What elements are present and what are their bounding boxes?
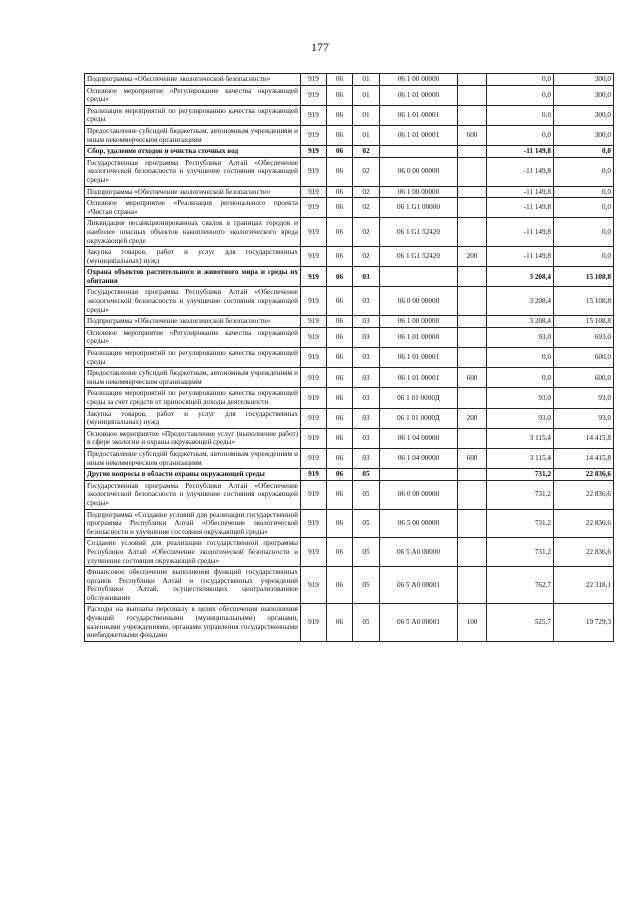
- ministry-code-cell: 919: [301, 509, 327, 538]
- amount-change-cell: 3 208,4: [487, 287, 554, 316]
- table-row: [85, 480, 614, 509]
- subsection-code-cell: 02: [353, 198, 380, 218]
- budget-table-body: [85, 74, 614, 642]
- amount-change-cell: -11 149,8: [487, 157, 554, 186]
- ministry-code-cell: 919: [301, 125, 327, 145]
- subsection-code-cell: 02: [353, 157, 380, 186]
- subsection-code-cell: 05: [353, 509, 380, 538]
- row-name-cell: Основное мероприятие «Регулирование качества окружающей среды»: [85, 327, 301, 347]
- expense-type-cell: [458, 267, 487, 287]
- section-code-cell: 06: [327, 480, 353, 509]
- table-row: [85, 218, 614, 247]
- section-code-cell: 06: [327, 348, 353, 368]
- amount-change-cell: 3 115,4: [487, 448, 554, 468]
- subsection-code-cell: 05: [353, 538, 380, 567]
- subsection-code-cell: 02: [353, 146, 380, 158]
- amount-total-cell: 15 108,8: [554, 316, 614, 328]
- ministry-code-cell: 919: [301, 604, 327, 641]
- target-article-cell: 06 5 А0 00001: [380, 567, 458, 604]
- row-name-cell: Реализация мероприятий по регулированию качества окружающей среды за счет средств от приносящей доходы деятельности: [85, 388, 301, 408]
- target-article-cell: 06 1 01 00001: [380, 105, 458, 125]
- expense-type-cell: [458, 538, 487, 567]
- ministry-code-cell: 919: [301, 408, 327, 428]
- ministry-code-cell: 919: [301, 327, 327, 347]
- section-code-cell: 06: [327, 287, 353, 316]
- expense-type-cell: [458, 157, 487, 186]
- expense-type-cell: [458, 428, 487, 448]
- table-row: [85, 567, 614, 604]
- amount-change-cell: 0,0: [487, 74, 554, 86]
- target-article-cell: 06 1 01 0000Д: [380, 408, 458, 428]
- section-code-cell: 06: [327, 327, 353, 347]
- expense-type-cell: 600: [458, 368, 487, 388]
- amount-change-cell: 0,0: [487, 348, 554, 368]
- subsection-code-cell: 02: [353, 218, 380, 247]
- expense-type-cell: [458, 327, 487, 347]
- ministry-code-cell: 919: [301, 469, 327, 481]
- section-code-cell: 06: [327, 157, 353, 186]
- table-row: [85, 186, 614, 198]
- target-article-cell: 06 1 01 00001: [380, 368, 458, 388]
- amount-change-cell: -11 149,8: [487, 218, 554, 247]
- table-row: [85, 157, 614, 186]
- amount-total-cell: 22 318,1: [554, 567, 614, 604]
- target-article-cell: 06 1 01 00001: [380, 125, 458, 145]
- row-name-cell: Государственная программа Республики Алтай «Обеспечение экологической безопасности и улучшение состояния окружающей среды»: [85, 480, 301, 509]
- amount-total-cell: 0,0: [554, 198, 614, 218]
- amount-total-cell: 693,0: [554, 327, 614, 347]
- subsection-code-cell: 01: [353, 85, 380, 105]
- ministry-code-cell: 919: [301, 348, 327, 368]
- budget-table: [84, 73, 614, 642]
- subsection-code-cell: 03: [353, 408, 380, 428]
- table-row: [85, 428, 614, 448]
- ministry-code-cell: 919: [301, 105, 327, 125]
- row-name-cell: Основное мероприятие «Регулирование качества окружающей среды»: [85, 85, 301, 105]
- ministry-code-cell: 919: [301, 428, 327, 448]
- target-article-cell: 06 1 01 00000: [380, 327, 458, 347]
- expense-type-cell: [458, 105, 487, 125]
- ministry-code-cell: 919: [301, 146, 327, 158]
- row-name-cell: Охрана объектов растительного и животного мира и среды их обитания: [85, 267, 301, 287]
- section-code-cell: 06: [327, 567, 353, 604]
- amount-total-cell: 0,0: [554, 247, 614, 267]
- table-row: [85, 267, 614, 287]
- amount-total-cell: 300,0: [554, 74, 614, 86]
- subsection-code-cell: 03: [353, 448, 380, 468]
- section-code-cell: 06: [327, 267, 353, 287]
- section-code-cell: 06: [327, 125, 353, 145]
- subsection-code-cell: 01: [353, 74, 380, 86]
- subsection-code-cell: 05: [353, 604, 380, 641]
- ministry-code-cell: 919: [301, 247, 327, 267]
- ministry-code-cell: 919: [301, 74, 327, 86]
- subsection-code-cell: 05: [353, 469, 380, 481]
- target-article-cell: 06 5 А0 00001: [380, 604, 458, 641]
- expense-type-cell: 600: [458, 448, 487, 468]
- subsection-code-cell: 02: [353, 186, 380, 198]
- target-article-cell: 06 1 G1 00000: [380, 198, 458, 218]
- amount-total-cell: 93,0: [554, 388, 614, 408]
- expense-type-cell: [458, 469, 487, 481]
- row-name-cell: Государственная программа Республики Алтай «Обеспечение экологической безопасности и улучшение состояния окружающей среды»: [85, 157, 301, 186]
- row-name-cell: Предоставление субсидий бюджетным, автономным учреждениям и иным некоммерческим организациям: [85, 125, 301, 145]
- target-article-cell: 06 5 00 00000: [380, 509, 458, 538]
- subsection-code-cell: 01: [353, 105, 380, 125]
- target-article-cell: 06 0 00 00000: [380, 157, 458, 186]
- expense-type-cell: 200: [458, 247, 487, 267]
- amount-total-cell: 15 108,8: [554, 287, 614, 316]
- section-code-cell: 06: [327, 509, 353, 538]
- ministry-code-cell: 919: [301, 218, 327, 247]
- section-code-cell: 06: [327, 469, 353, 481]
- expense-type-cell: [458, 74, 487, 86]
- table-row: [85, 509, 614, 538]
- table-row: [85, 469, 614, 481]
- amount-change-cell: 0,0: [487, 125, 554, 145]
- target-article-cell: 06 1 00 00000: [380, 186, 458, 198]
- expense-type-cell: [458, 388, 487, 408]
- row-name-cell: Сбор, удаление отходов и очистка сточных вод: [85, 146, 301, 158]
- table-row: [85, 388, 614, 408]
- table-row: [85, 348, 614, 368]
- section-code-cell: 06: [327, 198, 353, 218]
- amount-total-cell: 14 415,8: [554, 448, 614, 468]
- section-code-cell: 06: [327, 247, 353, 267]
- ministry-code-cell: 919: [301, 267, 327, 287]
- row-name-cell: Закупка товаров, работ и услуг для государственных (муниципальных) нужд: [85, 247, 301, 267]
- amount-change-cell: 93,0: [487, 327, 554, 347]
- subsection-code-cell: 03: [353, 368, 380, 388]
- amount-change-cell: -11 149,8: [487, 186, 554, 198]
- expense-type-cell: 600: [458, 125, 487, 145]
- target-article-cell: 06 1 00 00000: [380, 74, 458, 86]
- ministry-code-cell: 919: [301, 198, 327, 218]
- section-code-cell: 06: [327, 538, 353, 567]
- table-row: [85, 448, 614, 468]
- ministry-code-cell: 919: [301, 538, 327, 567]
- section-code-cell: 06: [327, 105, 353, 125]
- row-name-cell: Расходы на выплаты персоналу в целях обеспечения выполнения функций государственными (муниципальными) органами, казенными учреждениями, органами управления государственными внебюджетными фондами: [85, 604, 301, 641]
- ministry-code-cell: 919: [301, 480, 327, 509]
- target-article-cell: 06 1 01 00001: [380, 348, 458, 368]
- amount-change-cell: 731,2: [487, 509, 554, 538]
- row-name-cell: Предоставление субсидий бюджетным, автономным учреждениям и иным некоммерческим организациям: [85, 448, 301, 468]
- ministry-code-cell: 919: [301, 448, 327, 468]
- target-article-cell: 06 1 04 00000: [380, 448, 458, 468]
- row-name-cell: Основное мероприятие «Реализация регионального проекта «Чистая страна»: [85, 198, 301, 218]
- row-name-cell: Реализация мероприятий по регулированию качества окружающей среды: [85, 348, 301, 368]
- amount-total-cell: 300,0: [554, 105, 614, 125]
- amount-total-cell: 600,0: [554, 368, 614, 388]
- target-article-cell: 06 0 00 00000: [380, 287, 458, 316]
- amount-change-cell: 3 208,4: [487, 267, 554, 287]
- subsection-code-cell: 01: [353, 125, 380, 145]
- expense-type-cell: [458, 287, 487, 316]
- target-article-cell: 06 1 04 00000: [380, 428, 458, 448]
- amount-total-cell: 300,0: [554, 85, 614, 105]
- target-article-cell: 06 1 00 00000: [380, 316, 458, 328]
- table-row: [85, 538, 614, 567]
- page-number: 177: [311, 40, 329, 54]
- expense-type-cell: [458, 348, 487, 368]
- ministry-code-cell: 919: [301, 368, 327, 388]
- amount-change-cell: 731,2: [487, 480, 554, 509]
- amount-change-cell: 3 208,4: [487, 316, 554, 328]
- expense-type-cell: 200: [458, 408, 487, 428]
- amount-total-cell: 600,0: [554, 348, 614, 368]
- amount-total-cell: 15 108,8: [554, 267, 614, 287]
- table-row: [85, 146, 614, 158]
- expense-type-cell: [458, 480, 487, 509]
- row-name-cell: Подпрограмма «Обеспечение экологической безопасности»: [85, 186, 301, 198]
- ministry-code-cell: 919: [301, 316, 327, 328]
- row-name-cell: Создание условий для реализации государственной программы Республики Алтай «Обеспечение экологической безопасности и улучшение состояния окружающей среды»: [85, 538, 301, 567]
- row-name-cell: Финансовое обеспечение выполнения функций государственных органов Республики Алтай и государственных учреждений Республики Алтай, осуществляющих централизованное обслуживание: [85, 567, 301, 604]
- amount-change-cell: 762,7: [487, 567, 554, 604]
- ministry-code-cell: 919: [301, 567, 327, 604]
- section-code-cell: 06: [327, 316, 353, 328]
- table-row: [85, 85, 614, 105]
- amount-change-cell: 3 115,4: [487, 428, 554, 448]
- amount-change-cell: 0,0: [487, 105, 554, 125]
- amount-total-cell: 300,0: [554, 125, 614, 145]
- expense-type-cell: [458, 85, 487, 105]
- row-name-cell: Закупка товаров, работ и услуг для государственных (муниципальных) нужд: [85, 408, 301, 428]
- amount-change-cell: 731,2: [487, 538, 554, 567]
- row-name-cell: Реализация мероприятий по регулированию качества окружающей среды: [85, 105, 301, 125]
- subsection-code-cell: 05: [353, 480, 380, 509]
- section-code-cell: 06: [327, 408, 353, 428]
- target-article-cell: 06 1 01 0000Д: [380, 388, 458, 408]
- amount-change-cell: 731,2: [487, 469, 554, 481]
- row-name-cell: Подпрограмма «Обеспечение экологической безопасности»: [85, 316, 301, 328]
- target-article-cell: 06 1 01 00000: [380, 85, 458, 105]
- expense-type-cell: [458, 509, 487, 538]
- ministry-code-cell: 919: [301, 85, 327, 105]
- amount-change-cell: -11 149,8: [487, 247, 554, 267]
- section-code-cell: 06: [327, 388, 353, 408]
- table-row: [85, 327, 614, 347]
- ministry-code-cell: 919: [301, 186, 327, 198]
- subsection-code-cell: 03: [353, 348, 380, 368]
- amount-total-cell: 22 836,6: [554, 538, 614, 567]
- table-row: [85, 368, 614, 388]
- subsection-code-cell: 05: [353, 567, 380, 604]
- amount-change-cell: -11 149,8: [487, 146, 554, 158]
- row-name-cell: Предоставление субсидий бюджетным, автономным учреждениям и иным некоммерческим организациям: [85, 368, 301, 388]
- section-code-cell: 06: [327, 146, 353, 158]
- table-row: [85, 604, 614, 641]
- amount-change-cell: 525,7: [487, 604, 554, 641]
- ministry-code-cell: 919: [301, 287, 327, 316]
- section-code-cell: 06: [327, 448, 353, 468]
- amount-total-cell: 0,0: [554, 218, 614, 247]
- amount-change-cell: -11 149,8: [487, 198, 554, 218]
- expense-type-cell: [458, 198, 487, 218]
- subsection-code-cell: 03: [353, 287, 380, 316]
- row-name-cell: Подпрограмма «Обеспечение экологической безопасности»: [85, 74, 301, 86]
- section-code-cell: 06: [327, 218, 353, 247]
- subsection-code-cell: 03: [353, 388, 380, 408]
- target-article-cell: [380, 469, 458, 481]
- row-name-cell: Государственная программа Республики Алтай «Обеспечение экологической безопасности и улучшение состояния окружающей среды»: [85, 287, 301, 316]
- section-code-cell: 06: [327, 428, 353, 448]
- expense-type-cell: [458, 218, 487, 247]
- amount-change-cell: 0,0: [487, 85, 554, 105]
- amount-total-cell: 0,0: [554, 157, 614, 186]
- expense-type-cell: [458, 146, 487, 158]
- section-code-cell: 06: [327, 85, 353, 105]
- amount-total-cell: 22 836,6: [554, 480, 614, 509]
- table-row: [85, 247, 614, 267]
- table-row: [85, 105, 614, 125]
- target-article-cell: [380, 146, 458, 158]
- target-article-cell: 06 5 А0 00000: [380, 538, 458, 567]
- target-article-cell: 06 0 00 00000: [380, 480, 458, 509]
- subsection-code-cell: 02: [353, 247, 380, 267]
- target-article-cell: 06 1 G1 52420: [380, 247, 458, 267]
- amount-total-cell: 22 836,6: [554, 509, 614, 538]
- table-row: [85, 316, 614, 328]
- amount-total-cell: 0,0: [554, 186, 614, 198]
- row-name-cell: Другие вопросы в области охраны окружающей среды: [85, 469, 301, 481]
- amount-change-cell: 93,0: [487, 408, 554, 428]
- subsection-code-cell: 03: [353, 267, 380, 287]
- row-name-cell: Подпрограмма «Создание условий для реализации государственной программы Республики Алтай «Обеспечение экологической безопасности и улучшение состояния окружающей среды»: [85, 509, 301, 538]
- amount-change-cell: 0,0: [487, 368, 554, 388]
- section-code-cell: 06: [327, 74, 353, 86]
- amount-total-cell: 14 415,8: [554, 428, 614, 448]
- subsection-code-cell: 03: [353, 327, 380, 347]
- amount-total-cell: 0,0: [554, 146, 614, 158]
- expense-type-cell: [458, 567, 487, 604]
- expense-type-cell: [458, 316, 487, 328]
- expense-type-cell: 100: [458, 604, 487, 641]
- ministry-code-cell: 919: [301, 157, 327, 186]
- amount-total-cell: 93,0: [554, 408, 614, 428]
- section-code-cell: 06: [327, 604, 353, 641]
- table-row: [85, 408, 614, 428]
- section-code-cell: 06: [327, 186, 353, 198]
- table-row: [85, 287, 614, 316]
- subsection-code-cell: 03: [353, 428, 380, 448]
- ministry-code-cell: 919: [301, 388, 327, 408]
- target-article-cell: 06 1 G1 52420: [380, 218, 458, 247]
- subsection-code-cell: 03: [353, 316, 380, 328]
- amount-change-cell: 93,0: [487, 388, 554, 408]
- amount-total-cell: 19 729,3: [554, 604, 614, 641]
- expense-type-cell: [458, 186, 487, 198]
- row-name-cell: Основное мероприятие «Предоставление услуг (выполнение работ) в сфере экологии и охраны окружающей среды»: [85, 428, 301, 448]
- amount-total-cell: 22 836,6: [554, 469, 614, 481]
- table-row: [85, 125, 614, 145]
- table-row: [85, 74, 614, 86]
- target-article-cell: [380, 267, 458, 287]
- section-code-cell: 06: [327, 368, 353, 388]
- table-row: [85, 198, 614, 218]
- row-name-cell: Ликвидация несанкционированных свалок в границах городов и наиболее опасных объектов накопленного экологического вреда окружающей среде: [85, 218, 301, 247]
